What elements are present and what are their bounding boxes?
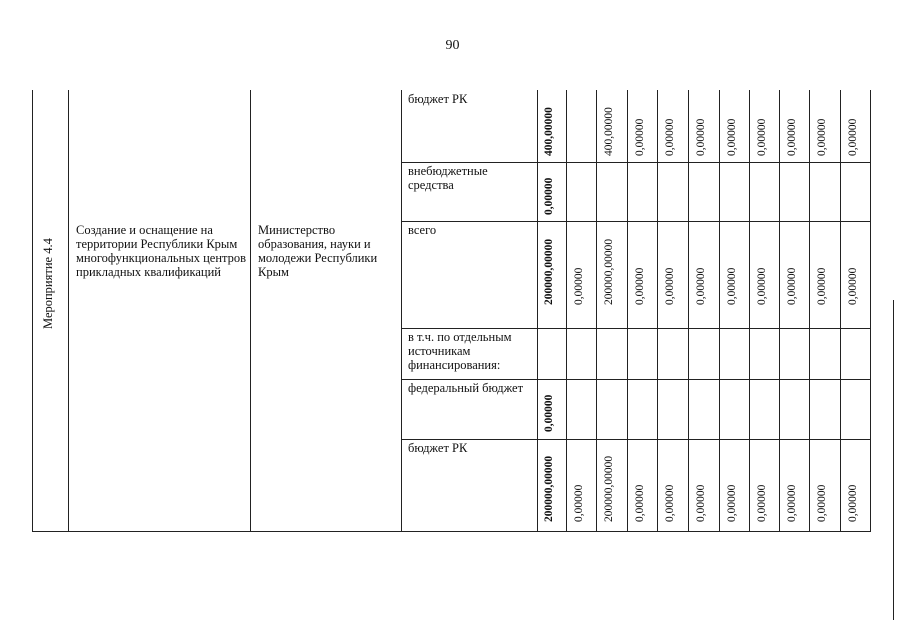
row-label-by-source: в т.ч. по отдельным источникам финансирования: [408,330,512,372]
cell-value: 0,00000 [573,267,585,305]
cell-total: 200000,00000 [543,238,555,305]
measure-executor: Министерство образования, науки и молодежи Республики Крым [258,223,378,279]
column-divider [250,90,251,532]
cell-value: 0,00000 [695,267,707,305]
row-divider [401,439,871,440]
measure-name: Создание и оснащение на территории Республики Крым многофункциональных центров прикладных квалификаций [76,223,247,279]
row-label-federal: федеральный бюджет [408,381,524,395]
cell-value: 0,00000 [726,118,738,156]
column-divider [749,90,750,532]
cell-value: 0,00000 [786,484,798,522]
cell-value: 0,00000 [664,267,676,305]
column-divider [809,90,810,532]
cell-value: 0,00000 [664,484,676,522]
cell-value: 0,00000 [816,267,828,305]
cell-value: 0,00000 [756,267,768,305]
column-divider [68,90,69,532]
table-border-bottom [32,531,871,532]
column-divider [840,90,841,532]
cell-value: 0,00000 [695,484,707,522]
cell-value: 0,00000 [695,118,707,156]
table-border-left [32,90,33,532]
row-divider [401,162,871,163]
cell-value: 0,00000 [816,118,828,156]
cell-value: 0,00000 [756,118,768,156]
row-label-extrabudgetary: внебюджетные средства [408,164,488,192]
cell-total: 0,00000 [543,394,555,432]
cell-total: 0,00000 [543,177,555,215]
cell-value: 0,00000 [634,118,646,156]
cell-value: 0,00000 [847,118,859,156]
row-divider [401,379,871,380]
column-divider [627,90,628,532]
cell-value: 0,00000 [634,484,646,522]
row-label-budget-rk: бюджет РК [408,92,468,106]
cell-total: 400,00000 [543,107,555,156]
row-divider [401,328,871,329]
column-divider [779,90,780,532]
cell-total: 200000,00000 [543,455,555,522]
measure-code: Мероприятие 4.4 [41,238,55,329]
cell-value: 0,00000 [726,484,738,522]
cell-value: 0,00000 [816,484,828,522]
column-divider [719,90,720,532]
cell-value: 0,00000 [786,118,798,156]
table-border-right [870,90,871,532]
page-edge-line [893,300,894,620]
cell-value: 0,00000 [847,267,859,305]
column-divider [596,90,597,532]
cell-value: 0,00000 [786,267,798,305]
row-divider [401,221,871,222]
column-divider [688,90,689,532]
cell-value: 0,00000 [756,484,768,522]
cell-value: 200000,00000 [603,455,615,522]
cell-value: 0,00000 [573,484,585,522]
cell-value: 200000,00000 [603,238,615,305]
column-divider [537,90,538,532]
page-number: 90 [445,38,460,53]
cell-value: 400,00000 [603,107,615,156]
cell-value: 0,00000 [634,267,646,305]
column-divider [657,90,658,532]
cell-value: 0,00000 [664,118,676,156]
row-label-total: всего [408,223,437,237]
column-divider [566,90,567,532]
cell-value: 0,00000 [847,484,859,522]
row-label-budget-rk: бюджет РК [408,441,468,455]
column-divider [401,90,402,532]
cell-value: 0,00000 [726,267,738,305]
